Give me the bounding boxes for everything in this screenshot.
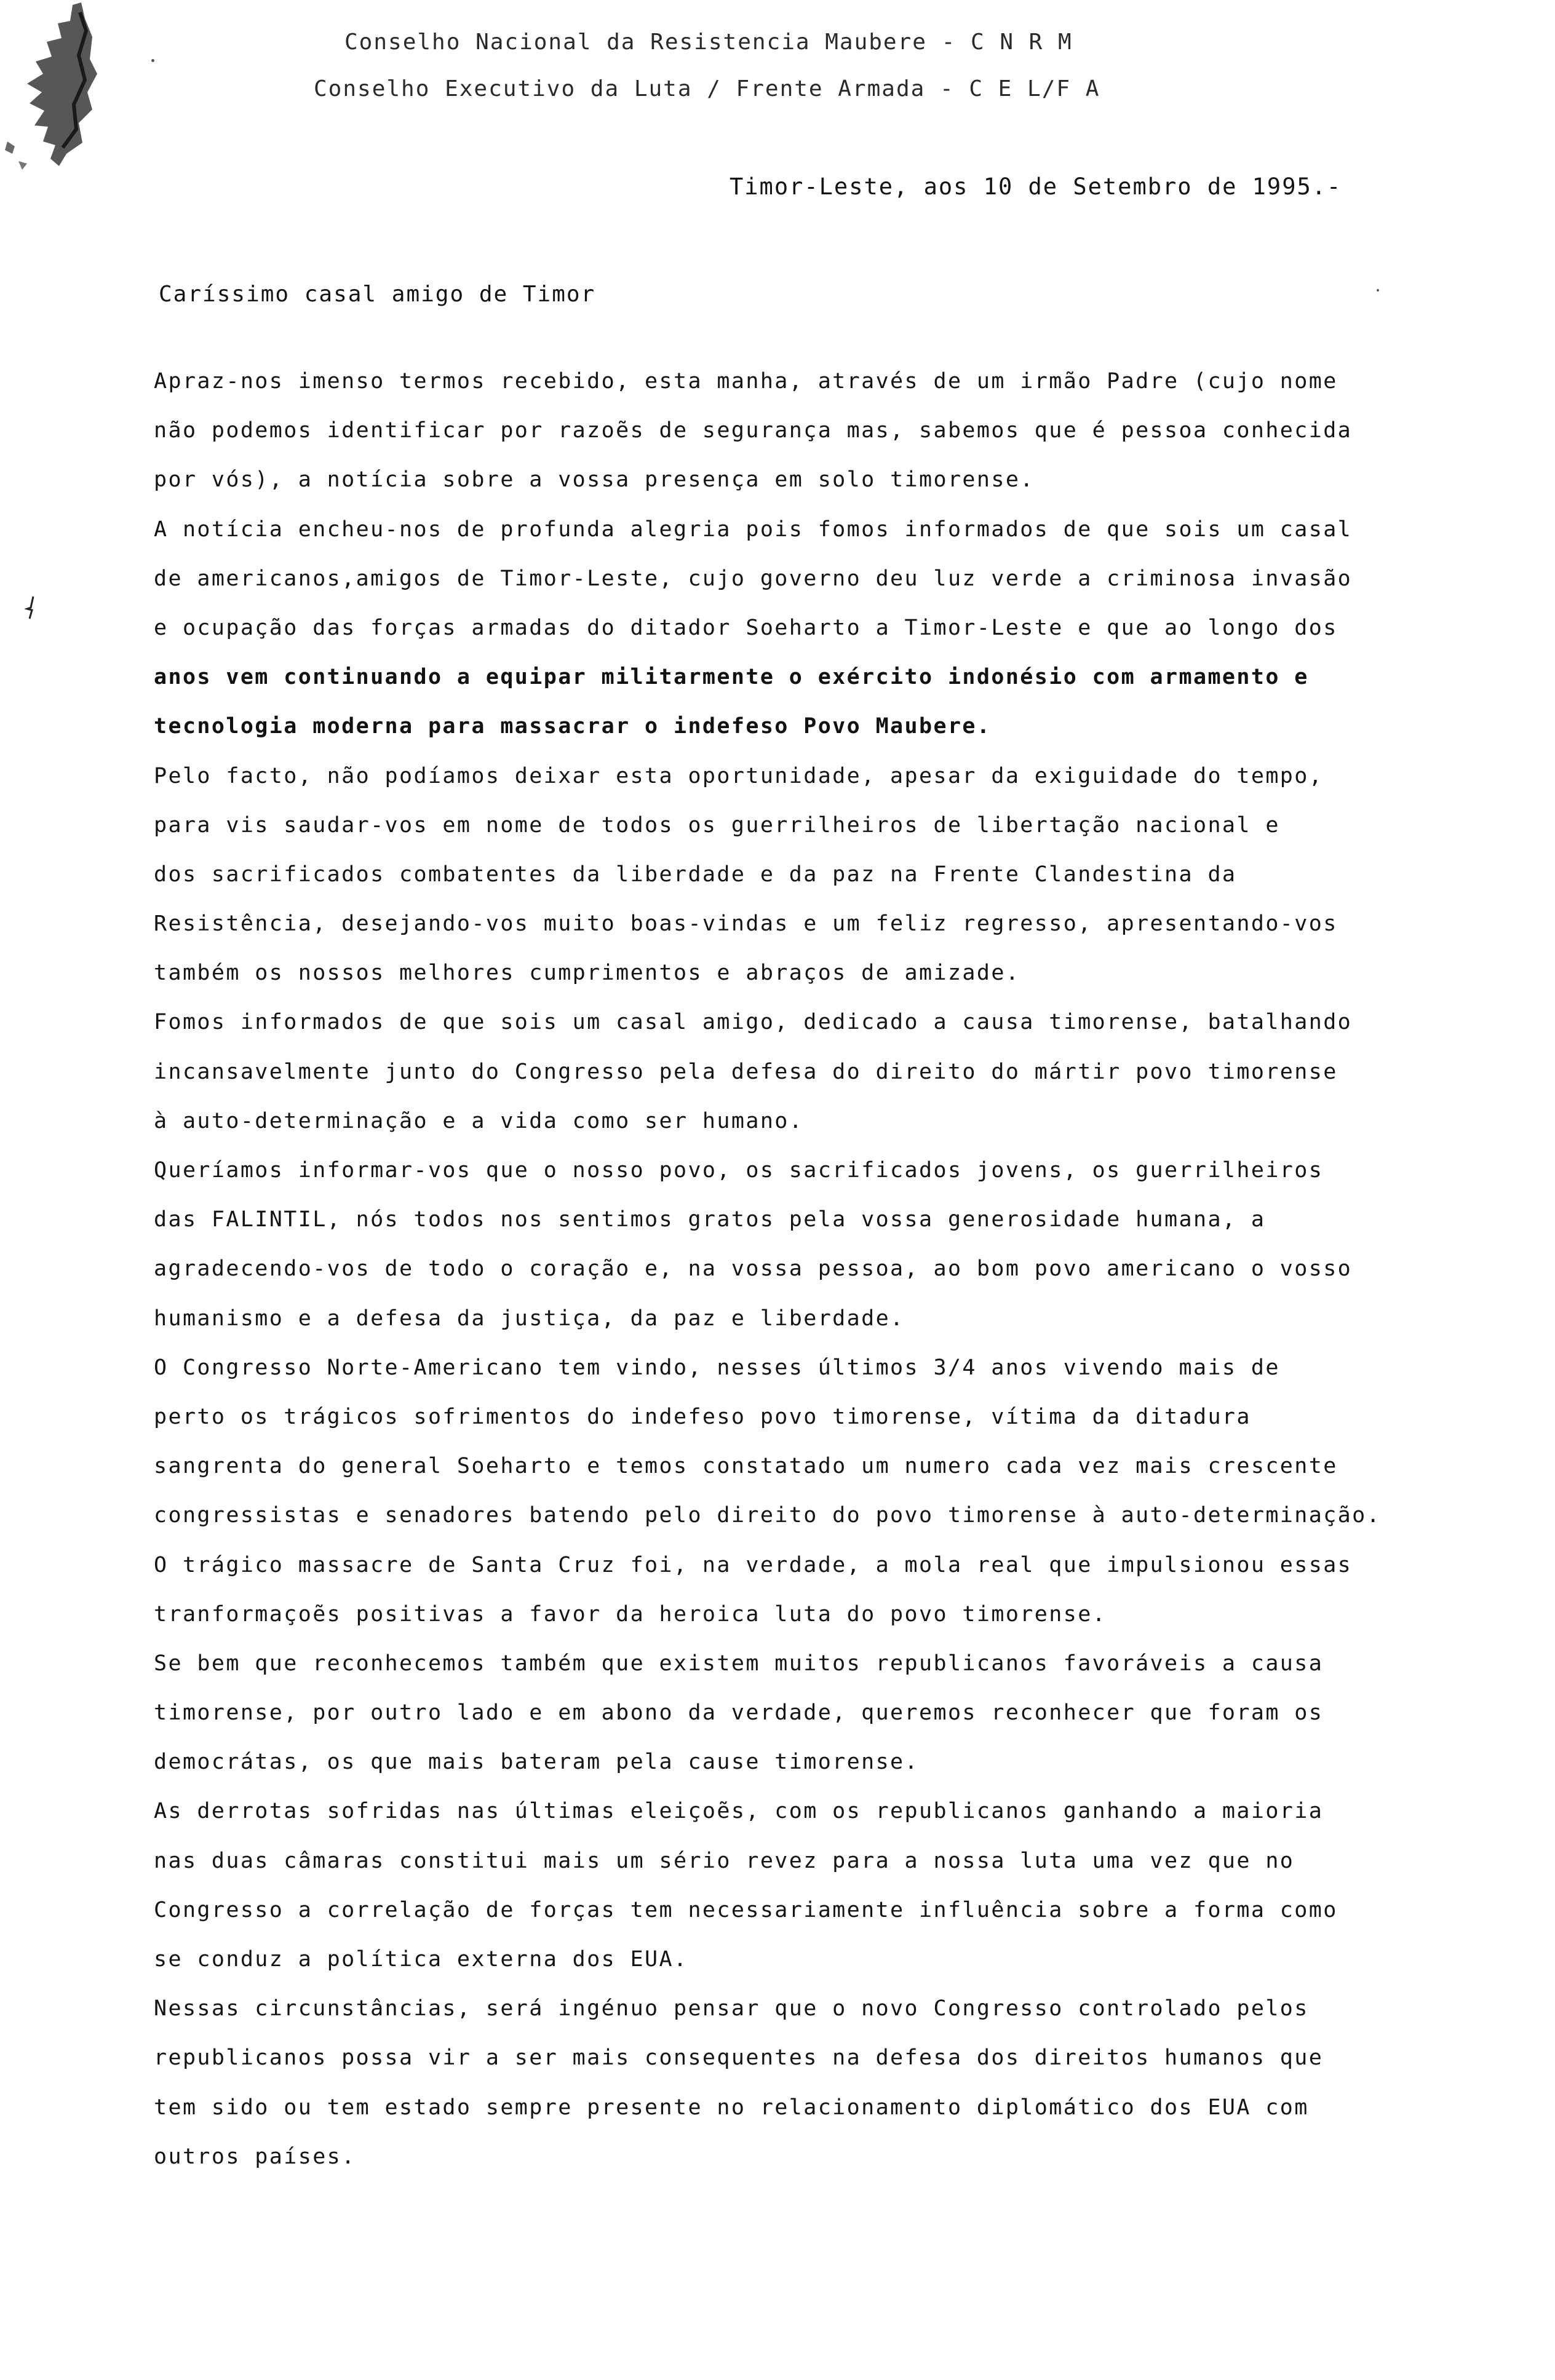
body-line: das FALINTIL, nós todos nos sentimos gratos pela vossa generosidade humana, a (154, 1207, 1266, 1232)
dateline: Timor-Leste, aos 10 de Setembro de 1995.- (730, 173, 1342, 200)
body-line: dos sacrificados combatentes da liberdade e da paz na Frente Clandestina da (154, 862, 1237, 887)
letterhead-council-celfa: Conselho Executivo da Luta / Frente Armada - C E L/F A (314, 76, 1100, 101)
body-line: incansavelmente junto do Congresso pela defesa do direito do mártir povo timorense (154, 1059, 1338, 1084)
body-line: republicanos possa vir a ser mais consequentes na defesa dos direitos humanos que (154, 2045, 1324, 2071)
body-line: não podemos identificar por razoẽs de segurança mas, sabemos que é pessoa conhecida (154, 418, 1353, 443)
body-line: Pelo facto, não podíamos deixar esta oportunidade, apesar da exiguidade do tempo, (154, 763, 1324, 788)
body-line: Fomos informados de que sois um casal amigo, dedicado a causa timorense, batalhando (154, 1010, 1353, 1035)
letterhead-council-cnrm: Conselho Nacional da Resistencia Maubere - C N R M (344, 30, 1073, 55)
margin-mark (25, 595, 39, 620)
body-line: sangrenta do general Soeharto e temos constatado um numero cada vez mais crescente (154, 1454, 1338, 1479)
body-line: tem sido ou tem estado sempre presente no relacionamento diplomático dos EUA com (154, 2095, 1309, 2120)
body-line: Queríamos informar-vos que o nosso povo, os sacrificados jovens, os guerrilheiros (154, 1158, 1324, 1183)
body-line: timorense, por outro lado e em abono da verdade, queremos reconhecer que foram os (154, 1700, 1324, 1726)
body-line: tecnologia moderna para massacrar o indefeso Povo Maubere. (154, 714, 992, 739)
body-line: anos vem continuando a equipar militarmente o exército indonésio com armamento e (154, 665, 1309, 690)
body-line: Resistência, desejando-vos muito boas-vindas e um feliz regresso, apresentando-vos (154, 911, 1338, 937)
letter-body (154, 357, 1452, 2181)
ink-smudge (0, 0, 105, 172)
body-line: Apraz-nos imenso termos recebido, esta manha, através de um irmão Padre (cujo nome (154, 369, 1338, 394)
body-line: se conduz a política externa dos EUA. (154, 1947, 688, 1972)
body-line: A notícia encheu-nos de profunda alegria pois fomos informados de que sois um casal (154, 517, 1353, 542)
body-line: perto os trágicos sofrimentos do indefeso povo timorense, vítima da ditadura (154, 1404, 1251, 1429)
body-line: congressistas e senadores batendo pelo direito do povo timorense à auto-determinação. (154, 1503, 1382, 1528)
body-line: também os nossos melhores cumprimentos e abraços de amizade. (154, 961, 1020, 986)
body-line: O trágico massacre de Santa Cruz foi, na verdade, a mola real que impulsionou essas (154, 1552, 1353, 1577)
body-line: humanismo e a defesa da justiça, da paz e liberdade. (154, 1306, 905, 1331)
body-line: e ocupação das forças armadas do ditador Soeharto a Timor-Leste e que ao longo dos (154, 615, 1338, 640)
speck (1377, 289, 1379, 292)
body-line: outros países. (154, 2144, 356, 2169)
body-line: nas duas câmaras constitui mais um sério revez para a nossa luta uma vez que no (154, 1848, 1295, 1873)
body-line: por vós), a notícia sobre a vossa presença em solo timorense. (154, 467, 1035, 493)
body-line: de americanos,amigos de Timor-Leste, cujo governo deu luz verde a criminosa invasão (154, 566, 1353, 591)
body-line: à auto-determinação e a vida como ser humano. (154, 1108, 804, 1133)
salutation: Caríssimo casal amigo de Timor (159, 282, 596, 307)
body-line: Se bem que reconhecemos também que existem muitos republicanos favoráveis a causa (154, 1651, 1324, 1676)
body-line: Nessas circunstâncias, será ingénuo pensar que o novo Congresso controlado pelos (154, 1996, 1309, 2021)
body-line: tranformaçoẽs positivas a favor da heroica luta do povo timorense. (154, 1601, 1107, 1627)
speck (151, 59, 154, 62)
body-line: democrátas, os que mais bateram pela cause timorense. (154, 1750, 920, 1775)
body-line: As derrotas sofridas nas últimas eleiçoẽs, com os republicanos ganhando a maioria (154, 1799, 1324, 1824)
body-line: O Congresso Norte-Americano tem vindo, nesses últimos 3/4 anos vivendo mais de (154, 1355, 1280, 1380)
body-line: agradecendo-vos de todo o coração e, na vossa pessoa, ao bom povo americano o vosso (154, 1256, 1353, 1282)
body-line: para vis saudar-vos em nome de todos os guerrilheiros de libertação nacional e (154, 812, 1280, 838)
body-line: Congresso a correlação de forças tem necessariamente influência sobre a forma como (154, 1897, 1338, 1922)
